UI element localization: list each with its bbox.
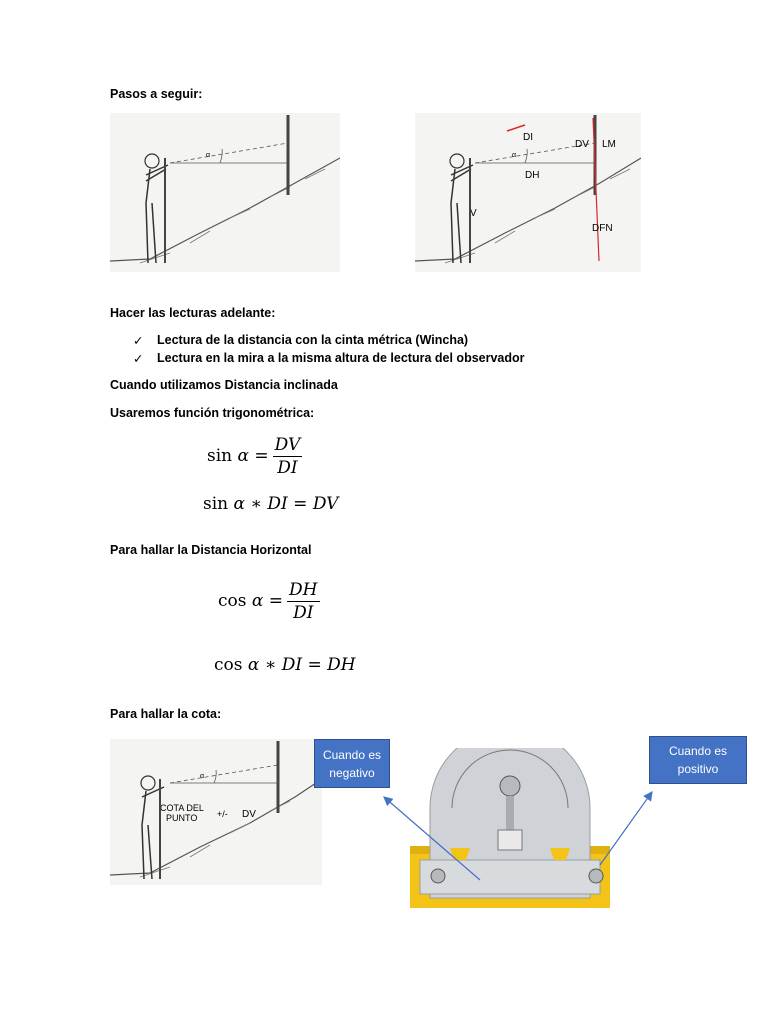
- label-cota-line1: COTA DEL: [160, 803, 204, 813]
- checklist-item: ✓ Lectura en la mira a la misma altura de lectura del observador: [133, 351, 525, 366]
- callout-positive: Cuando es positivo: [649, 736, 747, 784]
- arrow-positive: [600, 792, 652, 865]
- checkmark-icon: ✓: [133, 334, 144, 348]
- label-dfn: DFN: [592, 223, 613, 234]
- formula-sin-product: sin α ∗ DI = DV: [203, 494, 339, 514]
- arrow-negative: [384, 797, 480, 880]
- checkmark-icon: ✓: [133, 352, 144, 366]
- alpha-label: α: [206, 152, 211, 159]
- label-cota-line2: PUNTO: [166, 813, 198, 823]
- heading-horizontal: Para hallar la Distancia Horizontal: [110, 543, 312, 557]
- label-plusminus: +/-: [217, 809, 228, 819]
- heading-trig: Usaremos función trigonométrica:: [110, 406, 315, 420]
- heading-readings: Hacer las lecturas adelante:: [110, 306, 276, 320]
- heading-steps: Pasos a seguir:: [110, 87, 203, 101]
- alpha-label-3: α: [200, 773, 205, 780]
- formula-sin-ratio: sin α = $\frac{DV}{DI}$: [207, 435, 301, 478]
- label-dh: DH: [525, 170, 540, 181]
- alpha-label-2: α: [512, 152, 517, 159]
- label-lm: LM: [602, 139, 616, 150]
- label-di: DI: [523, 132, 533, 143]
- formula-cos-product: cos α ∗ DI = DH: [214, 655, 356, 675]
- checklist-item: ✓ Lectura de la distancia con la cinta métrica (Wincha): [133, 333, 469, 348]
- callout-negative: Cuando es negativo: [314, 739, 390, 788]
- heading-cota: Para hallar la cota:: [110, 707, 222, 721]
- label-dv-cota: DV: [242, 809, 256, 820]
- heading-inclined: Cuando utilizamos Distancia inclinada: [110, 378, 338, 392]
- label-dv: DV: [575, 139, 589, 150]
- formula-cos-ratio: cos α = $\frac{DH}{DI}$: [218, 580, 318, 623]
- label-v: V: [470, 208, 477, 219]
